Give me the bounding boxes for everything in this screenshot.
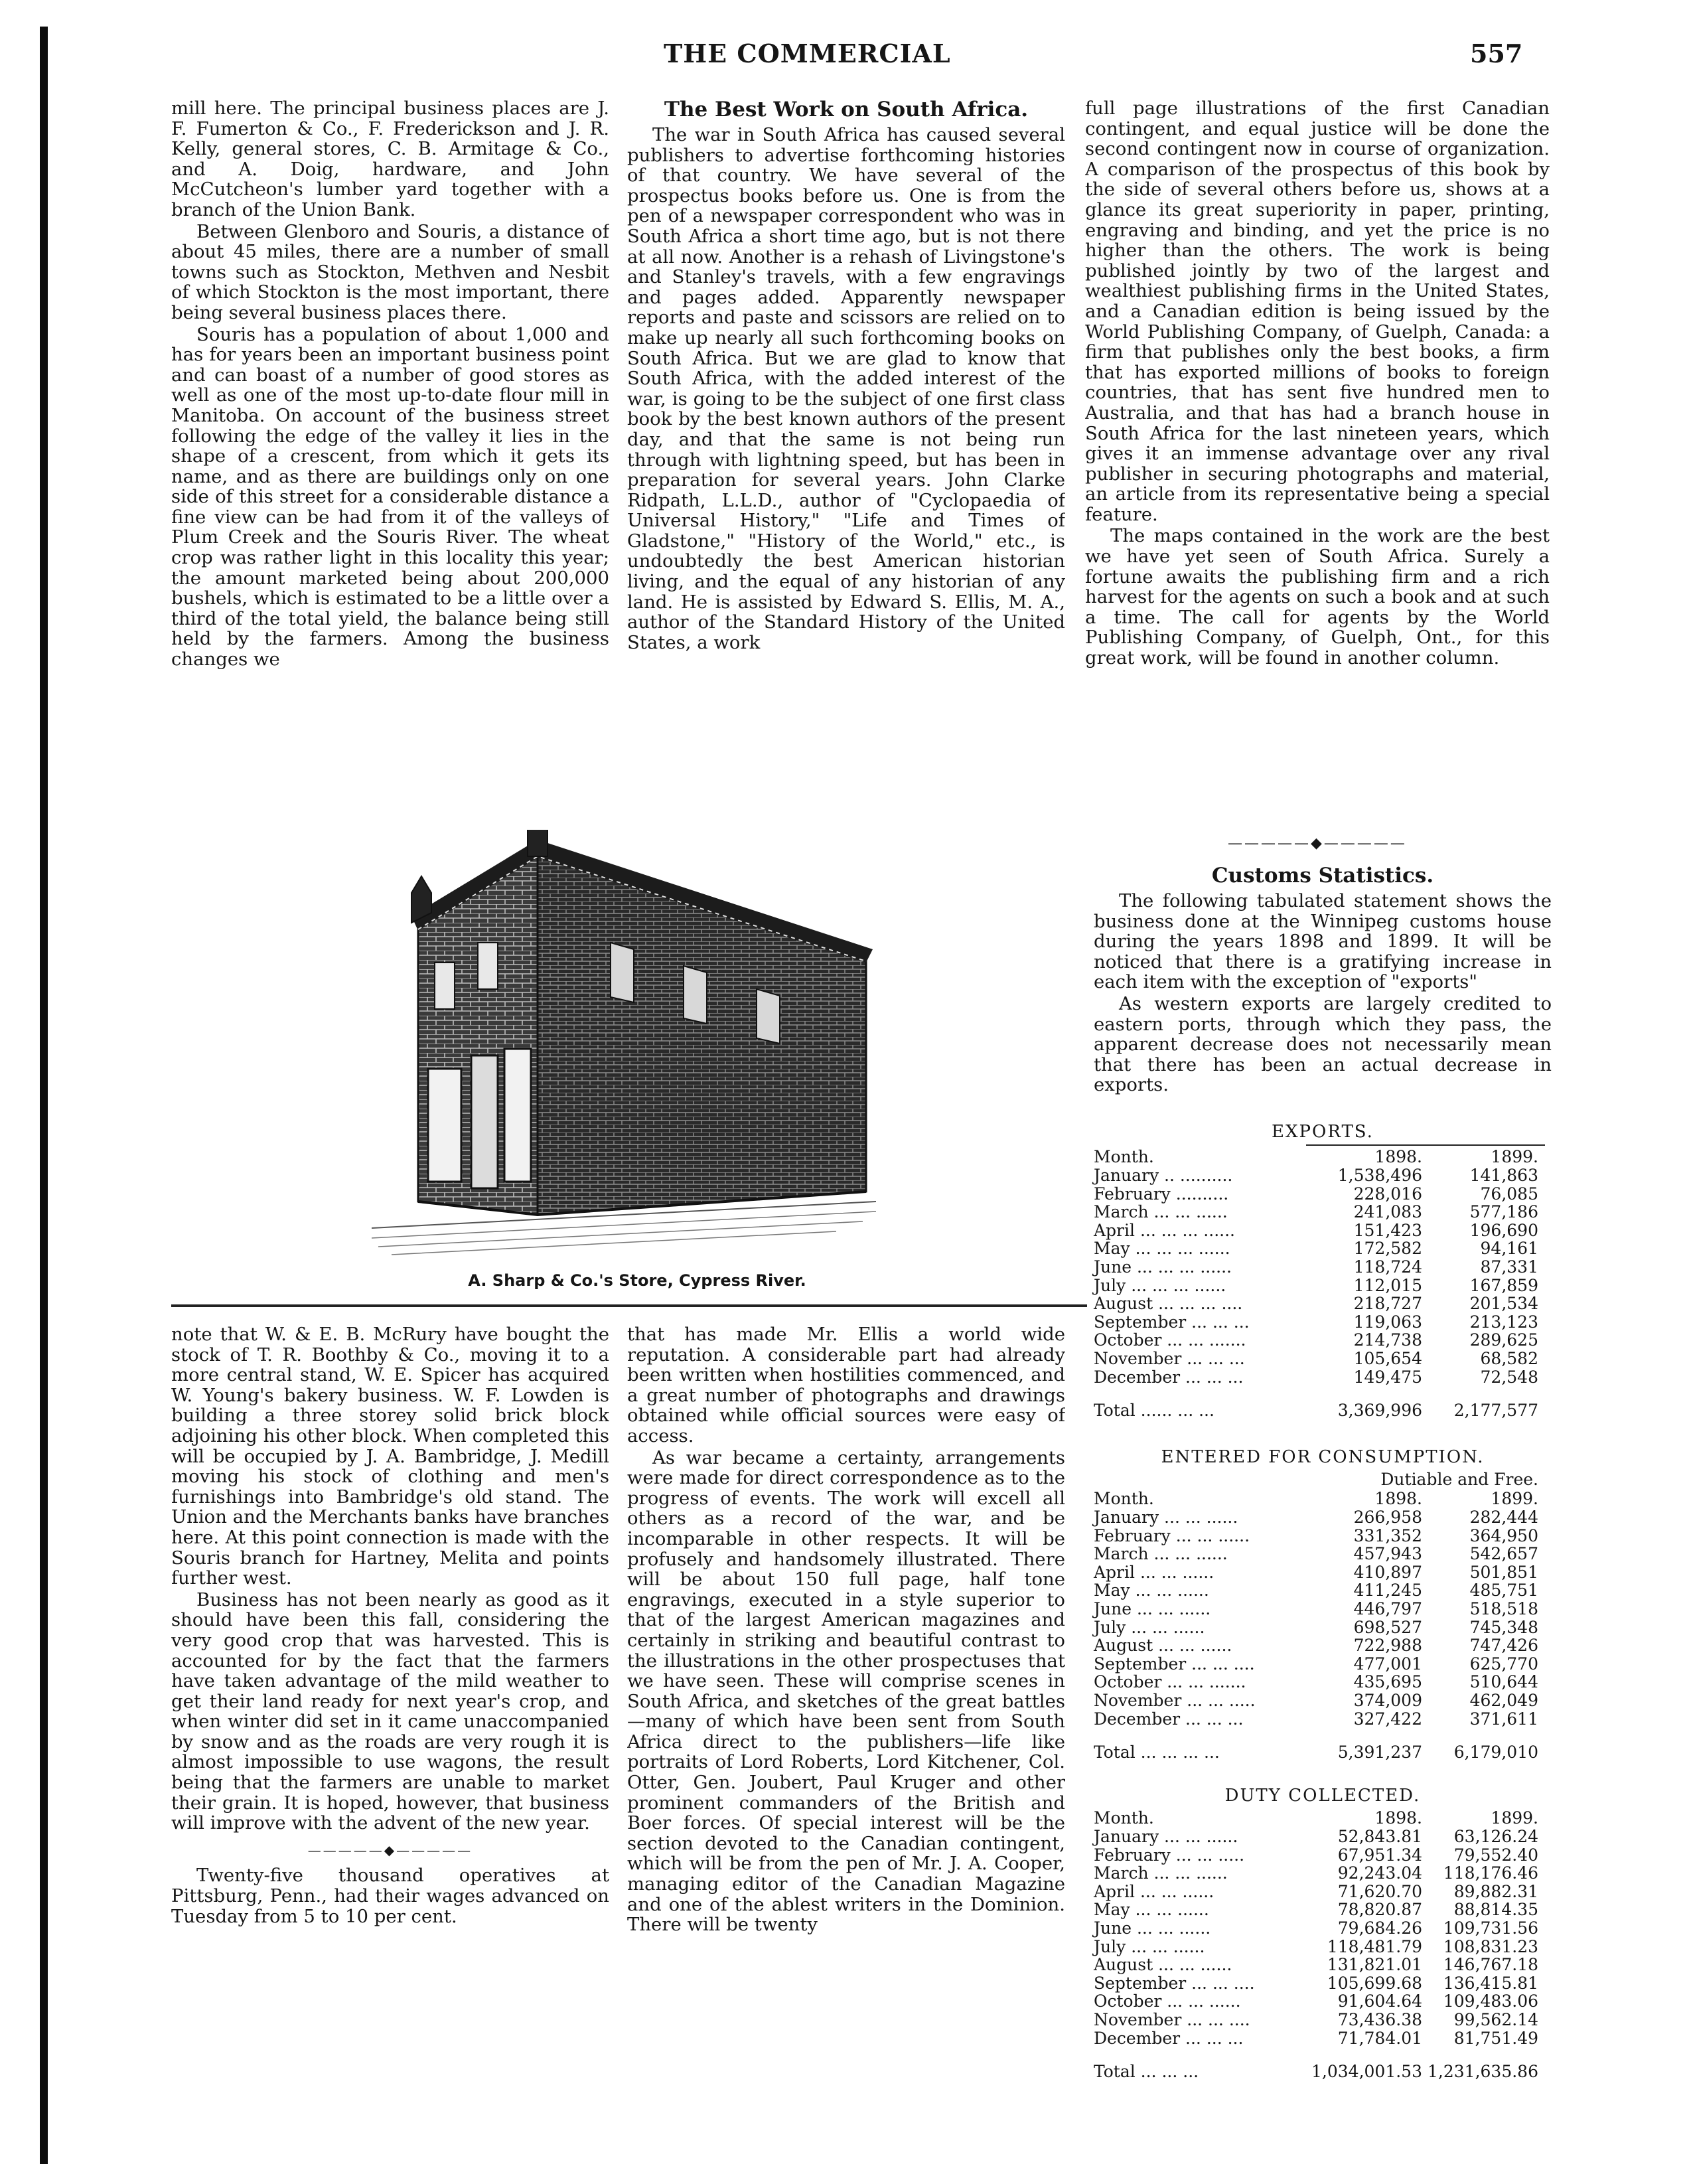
value-1899-cell: 99,562.14 — [1453, 2009, 1538, 2029]
table-row — [1094, 1563, 1552, 1582]
paragraph: full page illustrations of the first Canadian contingent, and equal justice will be done the second contingent now in course of organization. A comparison of the prospectus of this book by the side of several others before us, shows at a glance its great superiority in paper, printing, engraving and binding, and yet the price is no higher than the others. The work is being published jointly by two of the largest and wealthiest publishing firms in the United States, and a Canadian edition is being issued by the World Publishing Company, of Guelph, Canada: a firm that publishes only the best books, a firm that has exported millions of books to foreign countries, that has sent five hundred men to Australia, and that has had a branch house in South Africa for the last nineteen years, which gives it an immense advantage over any rival publisher in securing photographs and material, an article from its representative being a special feature. — [1085, 98, 1550, 525]
value-1898-cell: 477,001 — [1353, 1654, 1422, 1674]
value-1898-cell: 172,582 — [1353, 1239, 1422, 1259]
paragraph: Twenty-five thousand operatives at Pittsburg, Penn., had their wages advanced on Tuesday from 5 to 10 per cent. — [171, 1865, 609, 1927]
table-row — [1094, 1185, 1552, 1204]
month-cell: July ... ... ...... — [1094, 1936, 1205, 1956]
article-heading: Customs Statistics. — [1211, 864, 1434, 888]
value-1899-cell: 485,751 — [1469, 1581, 1538, 1600]
value-1899-cell: 72,548 — [1480, 1367, 1538, 1387]
table-row — [1094, 1600, 1552, 1618]
value-1899-cell: 88,814.35 — [1453, 1900, 1538, 1920]
month-cell: June ... ... ...... — [1094, 1599, 1211, 1618]
duty-table — [1094, 1786, 1552, 2081]
value-1898-cell: 151,423 — [1353, 1220, 1422, 1240]
paragraph: note that W. & E. B. McRury have bought the stock of T. R. Boothby & Co., moving it to a more central stand, W. E. Spicer has acquired W. Young's bakery business. W. F. Lowden is building a three storey solid brick block adjoining his other block. When completed this will be occupied by J. A. Bambridge, J. Medill moving his stock of clothing and men's furnishings into Bambridge's old stand. The Union and the Merchants banks have branches here. At this point connection is made with the Souris branch for Hartney, Melita and points further west. — [171, 1324, 609, 1589]
upper-window — [611, 943, 634, 1002]
table-row — [1094, 1368, 1552, 1387]
value-1898-cell: 71,620.70 — [1337, 1881, 1422, 1901]
value-1898-cell: 92,243.04 — [1337, 1863, 1422, 1883]
value-1898-cell: 241,083 — [1353, 1202, 1422, 1222]
value-1899-cell: 518,518 — [1469, 1599, 1538, 1618]
value-1899-cell: 501,851 — [1469, 1562, 1538, 1582]
table-row — [1094, 1974, 1552, 1993]
value-1898-cell: 71,784.01 — [1337, 2028, 1422, 2048]
value-1898-cell: 52,843.81 — [1337, 1827, 1422, 1846]
total-label: Total ... ... ... ... — [1094, 1743, 1220, 1762]
month-cell: February .......... — [1094, 1184, 1229, 1204]
table-row — [1094, 1710, 1552, 1729]
table-row — [1094, 1938, 1552, 1956]
month-cell: November ... ... ... — [1094, 1348, 1245, 1368]
table-header — [1094, 1489, 1552, 1508]
paragraph: As western exports are largely credited to eastern ports, through which they pass, the apparent decrease does not necessarily mean that there has been an actual decrease in exports. — [1094, 992, 1552, 1096]
table-row — [1094, 1919, 1552, 1938]
upper-window — [757, 989, 780, 1044]
paragraph: As war became a certainty, arrangements were made for direct correspondence as to the progress of events. The work will excell all others as a record of the war, and be incomparable in other respects. It will be profusely and handsomely illustrated. There will be about 150 full page, half tone engravings, executed in a style superior to that of the largest American magazines and certainly in striking and beautiful contrast to the illustrations in the other prospectuses that we have seen. These will comprise scenes in South Africa, and sketches of the great battles—many of which have been sent from South Africa direct to the publishers—life like portraits of Lord Roberts, Lord Kitchener, Col. Otter, Gen. Joubert, Paul Kruger and other prominent commanders of the British and Boer forces. Of special interest will be the section devoted to the Canadian contingent, which will be from the pen of Mr. J. A. Cooper, managing editor of the Canadian Magazine and one of the ablest writers in the Dominion. There will be twenty — [627, 1446, 1065, 1936]
exports-table — [1094, 1122, 1552, 1420]
value-1899-cell: 462,049 — [1469, 1690, 1538, 1710]
value-1898-cell: 112,015 — [1353, 1275, 1422, 1295]
month-cell: June ... ... ...... — [1094, 1918, 1211, 1938]
upper-window — [684, 966, 707, 1024]
paragraph: The following tabulated statement shows the business done at the Winnipeg customs house during the years 1898 and 1899. It will be noticed that there is a gratifying increase in each item with the exception of "exports" — [1094, 890, 1552, 993]
paragraph: that has made Mr. Ellis a world wide reputation. A considerable part had already been written when hostilities commenced, and a great number of photographs and drawings obtained while official sources were easy of access. — [627, 1324, 1065, 1446]
total-label: Total ...... ... ... — [1094, 1401, 1214, 1421]
table-title: ENTERED FOR CONSUMPTION. — [1161, 1447, 1485, 1467]
table-title: DUTY COLLECTED. — [1224, 1786, 1421, 1806]
month-cell: October ... ... ...... — [1094, 1991, 1241, 2011]
value-1899-cell: 201,534 — [1469, 1294, 1538, 1314]
value-1899-cell: 68,582 — [1480, 1348, 1538, 1368]
value-1898-cell: 228,016 — [1353, 1184, 1422, 1204]
month-cell: November ... ... ..... — [1094, 1690, 1256, 1710]
value-1898-cell: 218,727 — [1353, 1294, 1422, 1314]
table-title: EXPORTS. — [1272, 1122, 1374, 1142]
table-row — [1094, 1294, 1552, 1313]
value-1899-cell: 108,831.23 — [1443, 1936, 1538, 1956]
table-row — [1094, 1331, 1552, 1350]
value-1899-cell: 542,657 — [1469, 1544, 1538, 1564]
value-1898-cell: 722,988 — [1353, 1636, 1422, 1656]
month-cell: April ... ... ...... — [1094, 1562, 1214, 1582]
value-1899-cell: 136,415.81 — [1443, 1973, 1538, 1993]
month-cell: December ... ... ... — [1094, 2028, 1244, 2048]
table-row — [1094, 1636, 1552, 1655]
table-row — [1094, 2011, 1552, 2029]
paragraph: The maps contained in the work are the best we have yet seen of South Africa. Surely a fortune awaits the publishing firm and a rich harvest for the agents on such a book and at such a time. The call for agents by the World Publishing Company, of Guelph, Ont., for this great work, will be found in another column. — [1085, 525, 1550, 669]
value-1899-cell: 510,644 — [1469, 1672, 1538, 1692]
value-1898-cell: 327,422 — [1353, 1709, 1422, 1729]
table-row — [1094, 1545, 1552, 1563]
value-1898-cell: 131,821.01 — [1327, 1955, 1422, 1975]
table-row — [1094, 1581, 1552, 1600]
table-total-row — [1094, 1401, 1552, 1420]
value-1898-cell: 79,684.26 — [1337, 1918, 1422, 1938]
month-cell: December ... ... ... — [1094, 1367, 1244, 1387]
page-number: 557 — [1470, 39, 1523, 68]
table-row — [1094, 1166, 1552, 1185]
table-header — [1094, 1808, 1552, 1828]
paragraph: The war in South Africa has caused several publishers to advertise forthcoming histories of that country. We have several of the prospectus books before us. One is from the pen of a newspaper correspondent who was in South Africa a short time ago, but is not there at all now. Another is a rehash of Livingstone's and Stanley's travels, with a few engravings and pages added. Apparently newspaper reports and paste and scissors are relied on to make up nearly all such forthcoming books on South Africa. But we are glad to know that South Africa, with the added interest of the war, is going to be the subject of one first class book by the best known authors of the present day, and that the same is not being run through with lightning speed, but has been in preparation for several years. John Clarke Ridpath, L.L.D., author of "Cyclopaedia of Universal History," "Life and Times of Gladstone," "History of the World," etc., is undoubtedly the best American historian living, and the equal of any historian of any land. He is assisted by Edward S. Ellis, M. A., author of the Standard History of the United States, a work — [627, 124, 1065, 653]
month-cell: June ... ... ... ...... — [1094, 1257, 1232, 1277]
month-cell: February ... ... ..... — [1094, 1845, 1245, 1865]
value-1899-cell: 213,123 — [1469, 1312, 1538, 1332]
column-header: 1899. — [1491, 1489, 1538, 1508]
value-1898-cell: 67,951.34 — [1337, 1845, 1422, 1865]
month-cell: July ... ... ... ...... — [1094, 1275, 1226, 1295]
column-2-bottom — [627, 1324, 1065, 2121]
month-cell: April ... ... ...... — [1094, 1881, 1214, 1901]
value-1898-cell: 411,245 — [1353, 1581, 1422, 1600]
table-row — [1094, 1350, 1552, 1368]
binding-edge — [40, 27, 48, 2164]
shop-window — [428, 1069, 461, 1182]
table-row — [1094, 1691, 1552, 1710]
month-cell: May ... ... ...... — [1094, 1581, 1209, 1600]
column-3-top — [1085, 98, 1550, 832]
month-cell: December ... ... ... — [1094, 1709, 1244, 1729]
total-label: Total ... ... ... — [1094, 2062, 1199, 2082]
value-1899-cell: 364,950 — [1469, 1525, 1538, 1545]
value-1898-cell: 374,009 — [1353, 1690, 1422, 1710]
value-1898-cell: 118,481.79 — [1327, 1936, 1422, 1956]
value-1898-cell: 214,738 — [1353, 1330, 1422, 1350]
table-row — [1094, 1239, 1552, 1258]
consumption-table — [1094, 1447, 1552, 1762]
paragraph: Souris has a population of about 1,000 and has for years been an important business point and can boast of a number of good stores as well as one of the most up-to-date flour mill in Manitoba. On account of the business street following the edge of the valley it lies in the shape of a crescent, from which it gets its name, and as there are buildings only on one side of this street for a considerable distance a fine view can be had from it of the valleys of Plum Creek and the Souris River. The wheat crop was rather light in this locality this year; the amount marketed being about 200,000 bushels, which is estimated to be a little over a third of the total yield, the balance being still held by the farmers. Among the business changes we — [171, 323, 609, 670]
month-cell: October ... ... ....... — [1094, 1330, 1246, 1350]
value-1898-cell: 73,436.38 — [1337, 2009, 1422, 2029]
table-row — [1094, 1258, 1552, 1277]
section-separator: —————◆————— — [1228, 835, 1407, 852]
value-1899-cell: 109,483.06 — [1443, 1991, 1538, 2011]
total-value: 5,391,237 — [1337, 1743, 1422, 1762]
month-cell: May ... ... ... ...... — [1094, 1239, 1230, 1259]
upper-window — [435, 963, 455, 1009]
column-header: 1899. — [1491, 1147, 1538, 1166]
month-cell: May ... ... ...... — [1094, 1900, 1209, 1920]
value-1899-cell: 76,085 — [1480, 1184, 1538, 1204]
illustration-caption: A. Sharp & Co.'s Store, Cypress River. — [468, 1271, 806, 1290]
value-1899-cell: 79,552.40 — [1453, 1845, 1538, 1865]
section-separator: —————◆————— — [307, 1841, 473, 1858]
table-row — [1094, 1828, 1552, 1846]
column-header: Month. — [1094, 1489, 1154, 1508]
column-header: Month. — [1094, 1147, 1154, 1166]
table-row — [1094, 1846, 1552, 1865]
column-header: 1898. — [1374, 1489, 1422, 1508]
table-subheader — [1094, 1470, 1552, 1489]
table-row — [1094, 1277, 1552, 1295]
table-row — [1094, 1221, 1552, 1240]
column-2-top — [627, 98, 1065, 812]
table-row — [1094, 1901, 1552, 1919]
table-body — [1094, 1828, 1552, 2047]
column-header: 1898. — [1374, 1147, 1422, 1166]
running-head: THE COMMERCIAL — [664, 39, 951, 68]
paragraph: mill here. The principal business places are J. F. Fumerton & Co., F. Frederickson and J. R. Kelly, general stores, C. B. Armitage & Co., and A. Doig, hardware, and John McCutcheon's lumber yard together with a branch of the Union Bank. — [171, 98, 609, 220]
value-1898-cell: 119,063 — [1353, 1312, 1422, 1332]
value-1899-cell: 94,161 — [1480, 1239, 1538, 1259]
shop-door — [471, 1055, 498, 1188]
customs-statistics — [1094, 864, 1552, 1102]
upper-window — [478, 943, 498, 989]
table-row — [1094, 1673, 1552, 1691]
value-1899-cell: 118,176.46 — [1443, 1863, 1538, 1883]
month-cell: March ... ... ...... — [1094, 1863, 1228, 1883]
total-value: 2,177,577 — [1453, 1401, 1538, 1421]
table-row — [1094, 1655, 1552, 1674]
value-1899-cell: 745,348 — [1469, 1617, 1538, 1637]
column-group-header: Dutiable and Free. — [1380, 1470, 1538, 1489]
month-cell: April ... ... ... ...... — [1094, 1220, 1235, 1240]
value-1899-cell: 282,444 — [1469, 1508, 1538, 1527]
month-cell: November ... ... .... — [1094, 2009, 1250, 2029]
month-cell: January ... ... ...... — [1094, 1508, 1238, 1527]
month-cell: August ... ... ...... — [1094, 1636, 1232, 1656]
table-row — [1094, 1618, 1552, 1637]
table-total-row — [1094, 1743, 1552, 1762]
paragraph: Between Glenboro and Souris, a distance of about 45 miles, there are a number of small towns such as Stockton, Methven and Nesbit of which Stockton is the most important, there being several business places there. — [171, 220, 609, 323]
horizontal-rule — [171, 1304, 1087, 1307]
value-1899-cell: 167,859 — [1469, 1275, 1538, 1295]
value-1899-cell: 109,731.56 — [1443, 1918, 1538, 1938]
value-1898-cell: 105,699.68 — [1327, 1973, 1422, 1993]
table-body — [1094, 1508, 1552, 1728]
value-1898-cell: 118,724 — [1353, 1257, 1422, 1277]
value-1898-cell: 457,943 — [1353, 1544, 1422, 1564]
value-1898-cell: 435,695 — [1353, 1672, 1422, 1692]
column-header: 1899. — [1491, 1808, 1538, 1828]
table-header — [1094, 1147, 1552, 1166]
table-row — [1094, 2029, 1552, 2048]
column-1-bottom — [171, 1324, 609, 2121]
value-1899-cell: 196,690 — [1469, 1220, 1538, 1240]
value-1899-cell: 577,186 — [1469, 1202, 1538, 1222]
month-cell: January ... ... ...... — [1094, 1827, 1238, 1846]
value-1899-cell: 625,770 — [1469, 1654, 1538, 1674]
table-row — [1094, 1883, 1552, 1901]
month-cell: August ... ... ... .... — [1094, 1294, 1243, 1314]
month-cell: March ... ... ...... — [1094, 1202, 1228, 1222]
value-1898-cell: 105,654 — [1353, 1348, 1422, 1368]
value-1899-cell: 87,331 — [1480, 1257, 1538, 1277]
month-cell: March ... ... ...... — [1094, 1544, 1228, 1564]
value-1898-cell: 266,958 — [1353, 1508, 1422, 1527]
month-cell: February ... ... ...... — [1094, 1525, 1250, 1545]
value-1899-cell: 371,611 — [1469, 1709, 1538, 1729]
value-1898-cell: 1,538,496 — [1337, 1166, 1422, 1185]
value-1898-cell: 149,475 — [1353, 1367, 1422, 1387]
shop-window — [504, 1049, 531, 1182]
column-header: 1898. — [1374, 1808, 1422, 1828]
value-1899-cell: 81,751.49 — [1453, 2028, 1538, 2048]
total-value: 6,179,010 — [1453, 1743, 1538, 1762]
value-1898-cell: 91,604.64 — [1337, 1991, 1422, 2011]
table-total-row — [1094, 2062, 1552, 2081]
table-row — [1094, 1864, 1552, 1883]
month-cell: July ... ... ...... — [1094, 1617, 1205, 1637]
table-row — [1094, 1956, 1552, 1974]
store-building-illustration — [372, 830, 876, 1268]
value-1899-cell: 289,625 — [1469, 1330, 1538, 1350]
table-row — [1094, 1527, 1552, 1545]
month-cell: September ... ... .... — [1094, 1973, 1255, 1993]
month-cell: September ... ... ... — [1094, 1312, 1250, 1332]
table-body — [1094, 1166, 1552, 1386]
value-1899-cell: 747,426 — [1469, 1636, 1538, 1656]
paragraph: Business has not been nearly as good as it should have been this fall, considering the very good crop that was harvested. This is accounted for by the fact that the farmers have taken advantage of the mild weather to get their land ready for next year's crop, and when winter did set in it came unaccompanied by snow and as the roads are very rough it is almost impossible to use wagons, the result being that the farmers are unable to market their grain. It is hoped, however, that business will improve with the advent of the new year. — [171, 1589, 609, 1834]
value-1899-cell: 146,767.18 — [1443, 1955, 1538, 1975]
value-1898-cell: 331,352 — [1353, 1525, 1422, 1545]
corner-tower-center — [528, 830, 548, 856]
value-1898-cell: 698,527 — [1353, 1617, 1422, 1637]
total-value: 3,369,996 — [1337, 1401, 1422, 1421]
column-1-top — [171, 98, 609, 812]
value-1899-cell: 89,882.31 — [1453, 1881, 1538, 1901]
month-cell: August ... ... ...... — [1094, 1955, 1232, 1975]
value-1898-cell: 446,797 — [1353, 1599, 1422, 1618]
value-1898-cell: 410,897 — [1353, 1562, 1422, 1582]
value-1899-cell: 141,863 — [1469, 1166, 1538, 1185]
total-value: 1,231,635.86 — [1428, 2062, 1538, 2082]
value-1899-cell: 63,126.24 — [1453, 1827, 1538, 1846]
table-row — [1094, 1203, 1552, 1221]
month-cell: October ... ... ....... — [1094, 1672, 1246, 1692]
column-header: Month. — [1094, 1808, 1154, 1828]
value-1898-cell: 78,820.87 — [1337, 1900, 1422, 1920]
total-value: 1,034,001.53 — [1311, 2062, 1422, 2082]
table-row — [1094, 1508, 1552, 1527]
table-row — [1094, 1313, 1552, 1332]
table-row — [1094, 1992, 1552, 2011]
month-cell: January .. .......... — [1094, 1166, 1233, 1185]
article-heading: The Best Work on South Africa. — [664, 98, 1029, 121]
divider — [1306, 1144, 1545, 1146]
month-cell: September ... ... .... — [1094, 1654, 1255, 1674]
